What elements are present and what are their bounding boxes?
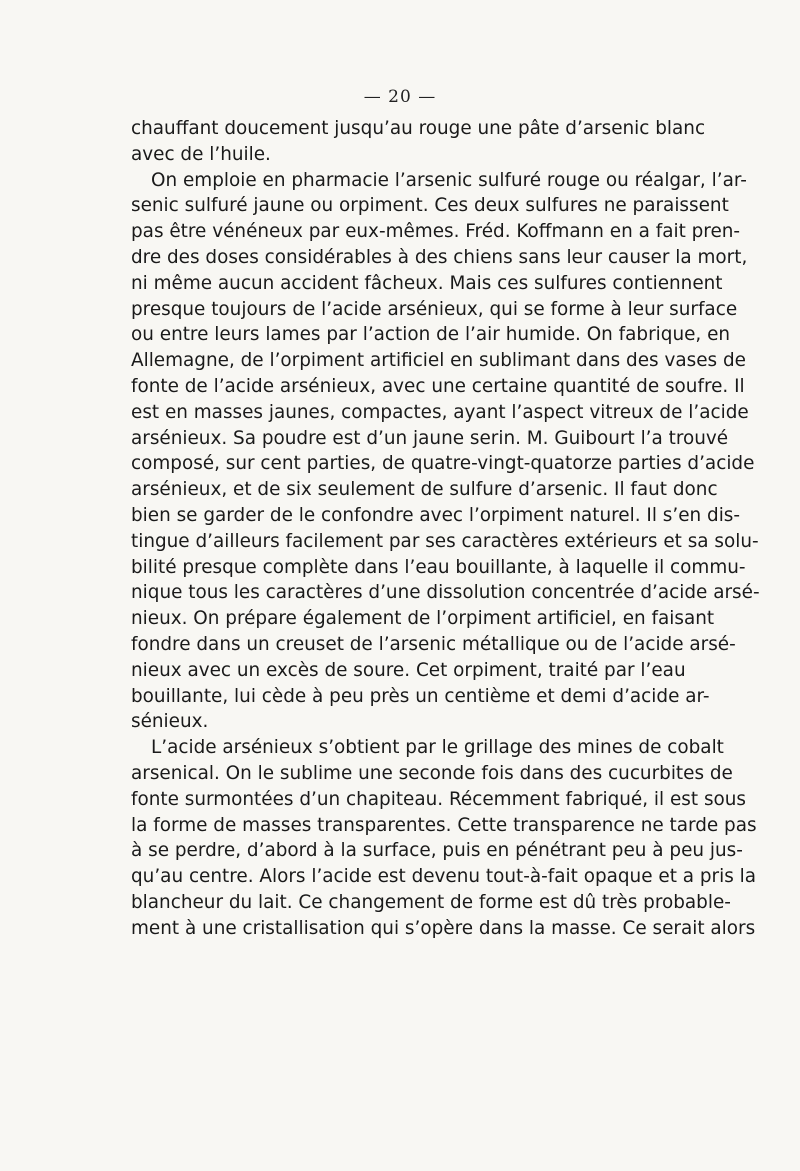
text-line: blancheur du lait. Ce changement de forme est dû très probable-	[131, 891, 731, 913]
text-line: composé, sur cent parties, de quatre-vingt-quatorze parties d’acide	[131, 453, 755, 475]
text-line: bilité presque complète dans l’eau bouillante, à laquelle il commu-	[131, 556, 746, 578]
text-line: la forme de masses transparentes. Cette transparence ne tarde pas	[131, 814, 757, 836]
text-line: ment à une cristallisation qui s’opère dans la masse. Ce serait alors	[131, 917, 756, 939]
text-line: ni même aucun accident fâcheux. Mais ces sulfures contiennent	[131, 272, 723, 294]
text-line: senic sulfuré jaune ou orpiment. Ces deux sulfures ne paraissent	[131, 195, 729, 217]
text-line: ou entre leurs lames par l’action de l’air humide. On fabrique, en	[131, 324, 731, 346]
text-line: nieux. On prépare également de l’orpiment artificiel, en faisant	[131, 608, 715, 630]
text-line: fondre dans un creuset de l’arsenic métallique ou de l’acide arsé-	[131, 633, 736, 655]
page-number: — 20 —	[363, 87, 437, 107]
text-line: pas être vénéneux par eux-mêmes. Fréd. Koffmann en a fait pren-	[131, 221, 741, 243]
text-line: nieux avec un excès de soure. Cet orpiment, traité par l’eau	[131, 659, 686, 681]
text-line: tingue d’ailleurs facilement par ses caractères extérieurs et sa solu-	[131, 530, 759, 552]
text-line: sénieux.	[131, 711, 209, 733]
text-line: fonte surmontées d’un chapiteau. Récemment fabriqué, il est sous	[131, 788, 747, 810]
text-line: bouillante, lui cède à peu près un centième et demi d’acide ar-	[131, 685, 710, 707]
text-line: est en masses jaunes, compactes, ayant l’aspect vitreux de l’acide	[131, 401, 749, 423]
text-line: avec de l’huile.	[131, 143, 271, 165]
body-text	[131, 116, 760, 942]
text-line: nique tous les caractères d’une dissolution concentrée d’acide arsé-	[131, 582, 760, 604]
text-line: arsénieux. Sa poudre est d’un jaune serin. M. Guibourt l’a trouvé	[131, 427, 729, 449]
text-line: fonte de l’acide arsénieux, avec une certaine quantité de soufre. Il	[131, 375, 745, 397]
text-line: chauffant doucement jusqu’au rouge une pâte d’arsenic blanc	[131, 118, 706, 139]
text-line: bien se garder de le confondre avec l’orpiment naturel. Il s’en dis-	[131, 504, 741, 526]
text-line: L’acide arsénieux s’obtient par le grillage des mines de cobalt	[151, 737, 724, 759]
text-line: qu’au centre. Alors l’acide est devenu tout-à-fait opaque et a pris la	[131, 866, 757, 888]
text-line: presque toujours de l’acide arsénieux, qui se forme à leur surface	[131, 298, 738, 320]
text-line: dre des doses considérables à des chiens sans leur causer la mort,	[131, 246, 748, 268]
text-line: arsenical. On le sublime une seconde fois dans des cucurbites de	[131, 762, 733, 784]
text-line: à se perdre, d’abord à la surface, puis en pénétrant peu à peu jus-	[131, 840, 743, 862]
text-line: arsénieux, et de six seulement de sulfure d’arsenic. Il faut donc	[131, 479, 718, 501]
text-line: Allemagne, de l’orpiment artificiel en sublimant dans des vases de	[131, 350, 746, 372]
text-line: On emploie en pharmacie l’arsenic sulfuré rouge ou réalgar, l’ar-	[151, 169, 747, 191]
